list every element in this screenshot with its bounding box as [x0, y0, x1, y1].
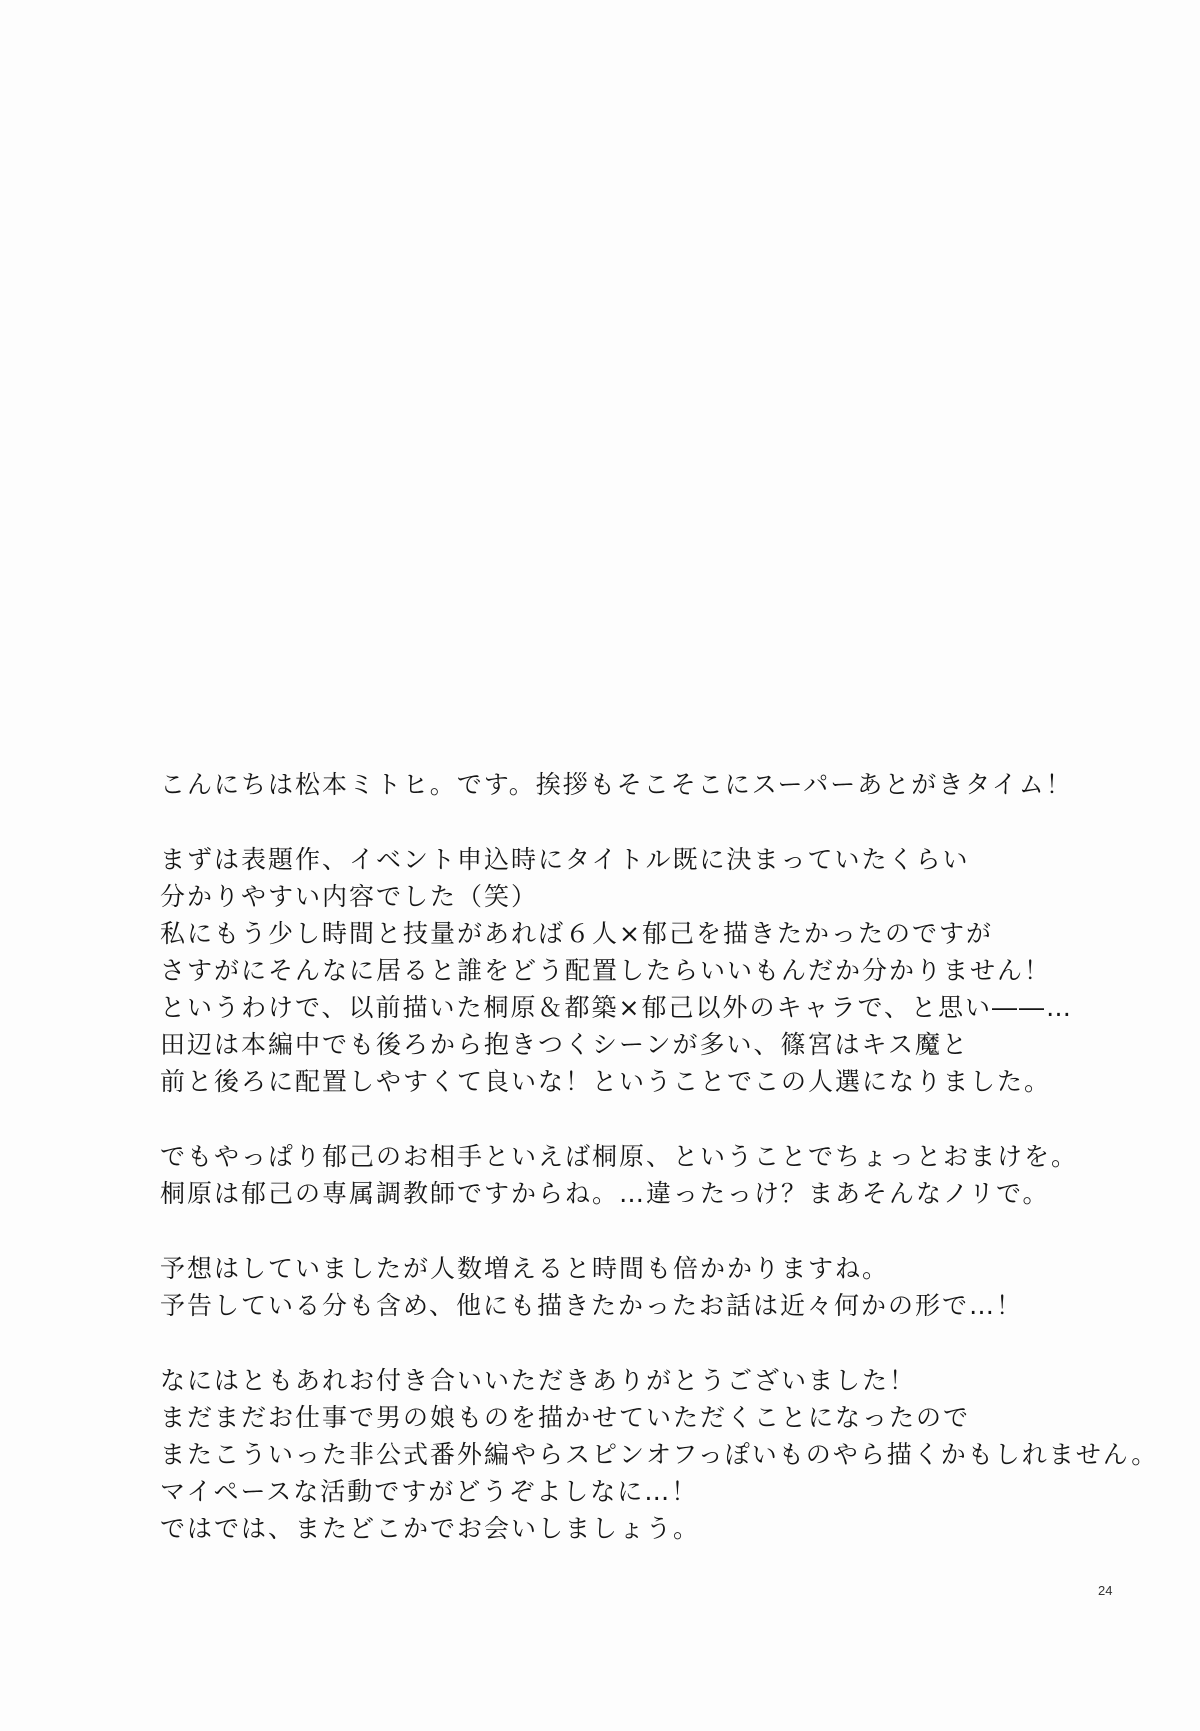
- text-line: まずは表題作、イベント申込時にタイトル既に決まっていたくらい: [160, 845, 970, 874]
- text-line: 私にもう少し時間と技量があれば６人×郁己を描きたかったのですが: [160, 919, 993, 948]
- paragraph-gap: [160, 803, 1160, 841]
- text-line: 分かりやすい内容でした（笑）: [160, 882, 539, 911]
- afterword-paragraph: [160, 1250, 1160, 1324]
- paragraph-gap: [160, 1212, 1160, 1250]
- text-line: 桐原は郁己の専属調教師ですからね。…違ったっけ？まあそんなノリで。: [160, 1179, 1050, 1208]
- afterword-paragraph: [160, 766, 1160, 803]
- text-line: 田辺は本編中でも後ろから抱きつくシーンが多い、篠宮はキス魔と: [160, 1030, 970, 1059]
- afterword-text: [160, 766, 1160, 1547]
- text-line: まだまだお仕事で男の娘ものを描かせていただくことになったので: [160, 1403, 971, 1432]
- text-line: マイペースな活動ですがどうぞよしなに…！: [160, 1477, 699, 1506]
- text-line: またこういった非公式番外編やらスピンオフっぽいものやら描くかもしれません。: [160, 1440, 1159, 1469]
- text-line: 予想はしていましたが人数増えると時間も倍かかりますね。: [160, 1254, 890, 1283]
- text-line: さすがにそんなに居ると誰をどう配置したらいいもんだか分かりません！: [160, 956, 1052, 985]
- text-line: でもやっぱり郁己のお相手といえば桐原、ということでちょっとおまけを。: [160, 1142, 1079, 1171]
- text-line: こんにちは松本ミトヒ。です。挨拶もそこそこにスーパーあとがきタイム！: [160, 770, 1073, 799]
- text-line: 前と後ろに配置しやすくて良いな！ということでこの人選になりました。: [160, 1067, 1052, 1096]
- afterword-paragraph: [160, 841, 1160, 1100]
- page-number: 24: [1098, 1583, 1113, 1598]
- afterword-paragraph: [160, 1362, 1160, 1547]
- text-line: なにはともあれお付き合いいただきありがとうございました！: [160, 1366, 917, 1395]
- text-line: 予告している分も含め、他にも描きたかったお話は近々何かの形で…！: [160, 1291, 1024, 1320]
- afterword-paragraph: [160, 1138, 1160, 1212]
- paragraph-gap: [160, 1100, 1160, 1138]
- text-line: ではでは、またどこかでお会いしましょう。: [160, 1514, 701, 1543]
- text-line: というわけで、以前描いた桐原＆都築×郁己以外のキャラで、と思い――…: [160, 993, 1073, 1022]
- paragraph-gap: [160, 1324, 1160, 1362]
